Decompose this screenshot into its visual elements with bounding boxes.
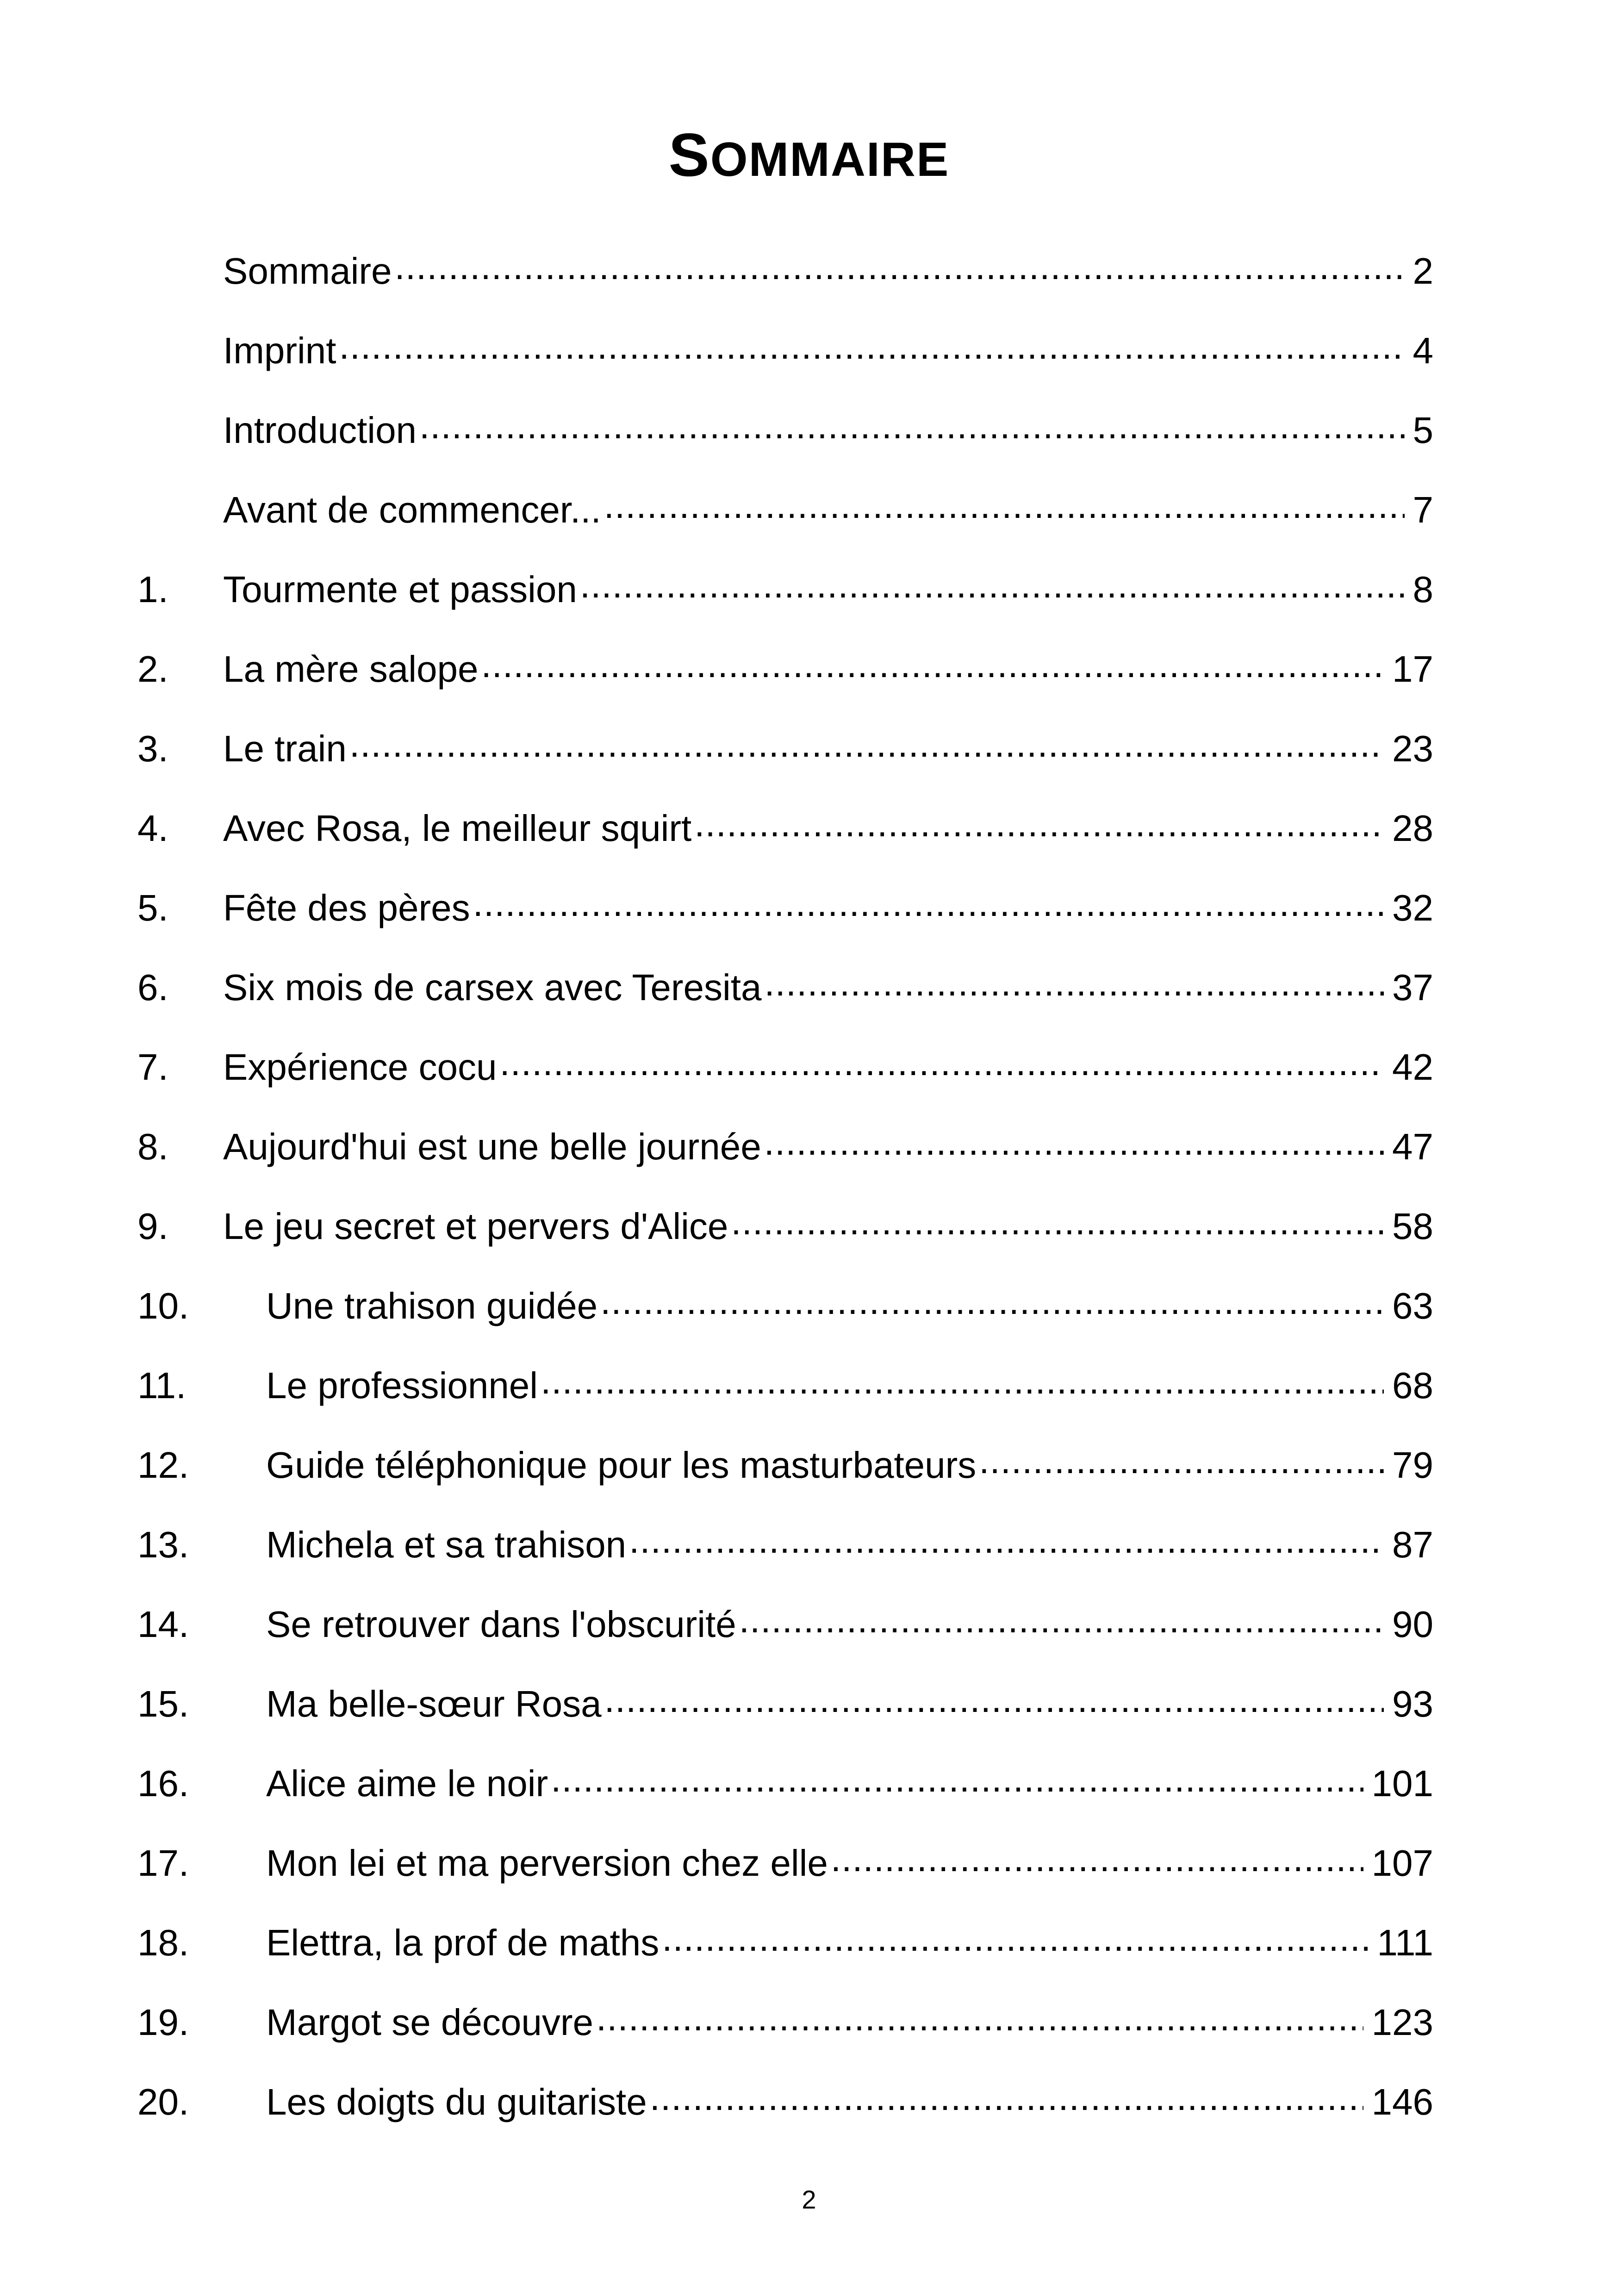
dot-leader <box>481 646 1384 692</box>
entry-page: 107 <box>1371 1842 1433 1884</box>
entry-title: Le jeu secret et pervers d'Alice <box>223 1206 728 1247</box>
dot-leader <box>395 248 1405 294</box>
entry-title: Mon lei et ma perversion chez elle <box>266 1842 828 1884</box>
entry-page: 28 <box>1392 808 1433 849</box>
entry-number: 13. <box>137 1524 189 1565</box>
title-rest: OMMAIRE <box>710 133 950 187</box>
entry-title: Introduction <box>223 410 417 451</box>
entry-number: 14. <box>137 1604 189 1645</box>
dot-leader <box>600 1283 1384 1329</box>
entry-number: 4. <box>137 808 168 849</box>
toc-entry[interactable] <box>137 629 1433 709</box>
entry-number: 15. <box>137 1683 189 1724</box>
entry-title: Six mois de carsex avec Teresita <box>223 967 762 1008</box>
entry-page: 93 <box>1392 1683 1433 1724</box>
toc-entry[interactable] <box>137 1823 1433 1903</box>
toc-entry[interactable] <box>137 2062 1433 2142</box>
toc-entry[interactable] <box>137 1744 1433 1823</box>
dot-leader <box>499 1044 1384 1090</box>
entry-page: 68 <box>1392 1365 1433 1406</box>
entry-number: 6. <box>137 967 168 1008</box>
entry-page: 37 <box>1392 967 1433 1008</box>
entry-page: 146 <box>1371 2081 1433 2122</box>
entry-page: 8 <box>1413 569 1433 610</box>
toc-entry[interactable] <box>137 550 1433 629</box>
dot-leader <box>694 805 1384 852</box>
toc-entry[interactable] <box>137 1903 1433 1983</box>
toc-entry[interactable] <box>137 1425 1433 1505</box>
entry-title: Avant de commencer... <box>223 489 601 530</box>
entry-page: 23 <box>1392 728 1433 769</box>
dot-leader <box>629 1522 1384 1568</box>
dot-leader <box>339 328 1405 374</box>
dot-leader <box>764 1124 1384 1170</box>
entry-number: 12. <box>137 1444 189 1486</box>
toc-entry[interactable] <box>137 1187 1433 1266</box>
entry-number: 20. <box>137 2081 189 2122</box>
dot-leader <box>650 2079 1363 2125</box>
entry-page: 87 <box>1392 1524 1433 1565</box>
dot-leader <box>739 1601 1384 1648</box>
toc-entry[interactable] <box>137 1266 1433 1346</box>
entry-number: 10. <box>137 1285 189 1326</box>
title-first-letter: S <box>668 121 710 189</box>
entry-title: Les doigts du guitariste <box>266 2081 647 2122</box>
entry-page: 101 <box>1371 1763 1433 1804</box>
toc-entry[interactable] <box>137 868 1433 948</box>
toc-entry[interactable] <box>137 391 1433 470</box>
entry-page: 42 <box>1392 1046 1433 1088</box>
entry-number: 19. <box>137 2002 189 2043</box>
toc-entry[interactable] <box>137 1107 1433 1187</box>
entry-title: Sommaire <box>223 250 392 292</box>
entry-page: 2 <box>1413 250 1433 292</box>
toc-entry[interactable] <box>137 1346 1433 1425</box>
entry-title: Guide téléphonique pour les masturbateurs <box>266 1444 977 1486</box>
dot-leader <box>596 1999 1363 2046</box>
page-number: 2 <box>802 2185 816 2214</box>
dot-leader <box>419 407 1404 454</box>
dot-leader <box>662 1920 1369 1966</box>
entry-number: 18. <box>137 1922 189 1963</box>
entry-title: Elettra, la prof de maths <box>266 1922 660 1963</box>
dot-leader <box>604 1681 1384 1727</box>
entry-number: 7. <box>137 1046 168 1088</box>
dot-leader <box>541 1363 1384 1409</box>
entry-number: 2. <box>137 648 168 690</box>
entry-number: 16. <box>137 1763 189 1804</box>
entry-title: Michela et sa trahison <box>266 1524 627 1565</box>
entry-title: Une trahison guidée <box>266 1285 598 1326</box>
entry-number: 11. <box>137 1365 187 1406</box>
toc-entry[interactable] <box>137 709 1433 789</box>
entry-title: Expérience cocu <box>223 1046 497 1088</box>
entry-number: 9. <box>137 1206 168 1247</box>
entry-title: Alice aime le noir <box>266 1763 548 1804</box>
entry-title: La mère salope <box>223 648 479 690</box>
dot-leader <box>349 726 1384 772</box>
entry-page: 90 <box>1392 1604 1433 1645</box>
toc-entry[interactable] <box>137 1505 1433 1585</box>
toc-entry[interactable] <box>137 1983 1433 2062</box>
entry-page: 4 <box>1413 330 1433 371</box>
entry-page: 5 <box>1413 410 1433 451</box>
entry-page: 7 <box>1413 489 1433 530</box>
table-of-contents <box>137 231 1433 2142</box>
page-title <box>0 116 1618 199</box>
entry-title: Ma belle-sœur Rosa <box>266 1683 602 1724</box>
entry-number: 5. <box>137 887 168 928</box>
dot-leader <box>473 885 1384 931</box>
entry-title: Le train <box>223 728 347 769</box>
entry-page: 123 <box>1371 2002 1433 2043</box>
toc-entry[interactable] <box>137 470 1433 550</box>
entry-page: 58 <box>1392 1206 1433 1247</box>
entry-page: 63 <box>1392 1285 1433 1326</box>
toc-entry[interactable] <box>137 789 1433 868</box>
entry-page: 17 <box>1392 648 1433 690</box>
toc-entry[interactable] <box>137 1027 1433 1107</box>
entry-number: 3. <box>137 728 168 769</box>
entry-page: 111 <box>1377 1922 1433 1963</box>
toc-entry[interactable] <box>137 231 1433 311</box>
entry-page: 79 <box>1392 1444 1433 1486</box>
entry-title: Imprint <box>223 330 336 371</box>
entry-title: Le professionnel <box>266 1365 538 1406</box>
entry-page: 47 <box>1392 1126 1433 1167</box>
dot-leader <box>551 1761 1363 1807</box>
dot-leader <box>764 964 1384 1011</box>
entry-title: Se retrouver dans l'obscurité <box>266 1604 736 1645</box>
entry-title: Avec Rosa, le meilleur squirt <box>223 808 692 849</box>
entry-title: Fête des pères <box>223 887 470 928</box>
entry-number: 17. <box>137 1842 189 1884</box>
entry-title: Aujourd'hui est une belle journée <box>223 1126 761 1167</box>
dot-leader <box>580 566 1405 613</box>
entry-title: Margot se découvre <box>266 2002 594 2043</box>
toc-entry[interactable] <box>137 311 1433 391</box>
entry-title: Tourmente et passion <box>223 569 577 610</box>
toc-entry[interactable] <box>137 1585 1433 1664</box>
toc-entry[interactable] <box>137 1664 1433 1744</box>
dot-leader <box>979 1442 1384 1488</box>
dot-leader <box>831 1840 1363 1886</box>
entry-number: 1. <box>137 569 168 610</box>
entry-number: 8. <box>137 1126 168 1167</box>
entry-page: 32 <box>1392 887 1433 928</box>
dot-leader <box>731 1203 1384 1250</box>
toc-entry[interactable] <box>137 948 1433 1027</box>
dot-leader <box>604 487 1405 533</box>
